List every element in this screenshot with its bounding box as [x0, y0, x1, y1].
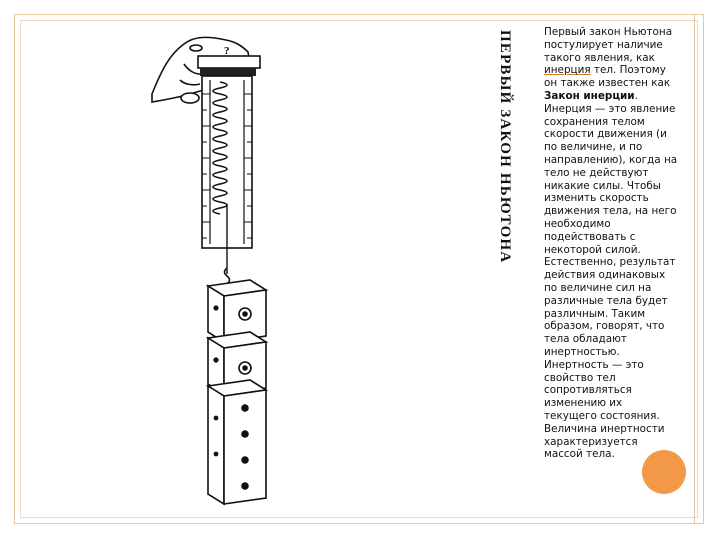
- scale-mark-label: ?: [224, 45, 230, 57]
- inertia-law-term: Закон инерции: [544, 89, 635, 102]
- weight-block-1-icon: [208, 280, 266, 342]
- body-text-part-1: Первый закон Ньютона постулирует наличие такого явления, как: [544, 26, 673, 64]
- slide-title: ПЕРВЫЙ ЗАКОН НЬЮТОНА: [497, 30, 513, 264]
- slide-right-rule: [694, 14, 695, 524]
- spring-scale-illustration: [150, 24, 300, 520]
- slide-body-text: [544, 26, 678, 461]
- tall-weight-block-icon: [208, 380, 266, 504]
- body-text-part-3: . Инерция — это явление сохранения телом скорости движения (и по величине, и по направлению), когда на тело не действуют никакие силы. Чтобы изменить скорость движения тела, на него необходимо подействовать с некоторой силой. Естественно, результат действия одинаковых по величине сил на различные тела будет различным. Таким образом, говорят, что тела обладают инертностью. Инертность — это свойство тел сопротивляться изменению их текущего состояния. Величина инертности характеризуется массой тела.: [544, 89, 678, 461]
- decorative-orange-circle: [642, 450, 686, 494]
- body-text-part-2: тел. Поэтому он также известен как: [544, 64, 671, 90]
- inertia-link[interactable]: инерция: [544, 64, 591, 77]
